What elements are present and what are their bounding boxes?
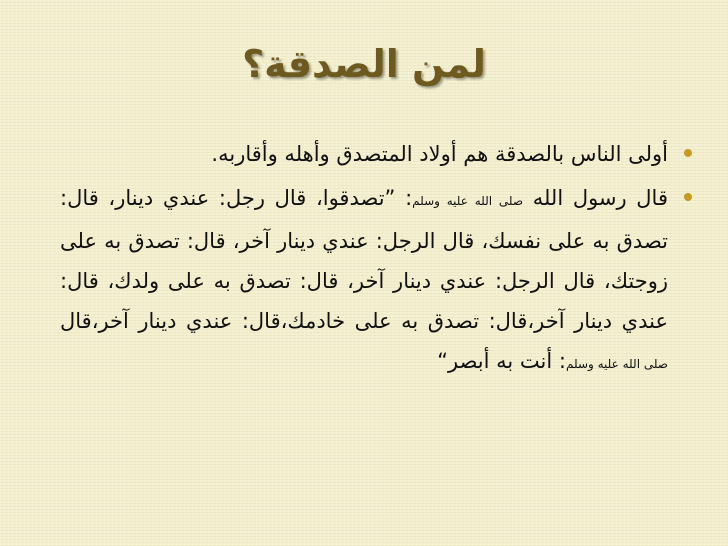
bullet-item-2: [60, 178, 694, 384]
bullet-text-2-part3: : أنت به أبصر“: [437, 349, 566, 373]
bullet-text-2-part1: قال رسول الله: [523, 186, 668, 210]
bullet-list: [60, 134, 694, 388]
honorific-text-2: صلى الله عليه وسلم: [566, 357, 668, 371]
honorific-text-1: صلى الله عليه وسلم: [412, 194, 524, 208]
bullet-item-1: [60, 134, 694, 174]
bullet-dot-icon: [684, 149, 692, 157]
bullet-text-1: أولى الناس بالصدقة هم أولاد المتصدق وأهله وأقاربه.: [211, 142, 668, 166]
slide-title: لمن الصدقة؟: [242, 42, 486, 86]
bullet-dot-icon: [684, 193, 692, 201]
bullet-text-2-part2: : ”تصدقوا، قال رجل: عندي دينار، قال: تصدق به على نفسك، قال الرجل: عندي دينار آخر، قال: تصدق به على زوجتك، قال الرجل: عندي دينار آخر، قال: تصدق به على ولدك، قال: عندي دينار آخر،قال: تصدق به على خادمك،قال: عندي دينار آخر،قال: [60, 186, 668, 333]
